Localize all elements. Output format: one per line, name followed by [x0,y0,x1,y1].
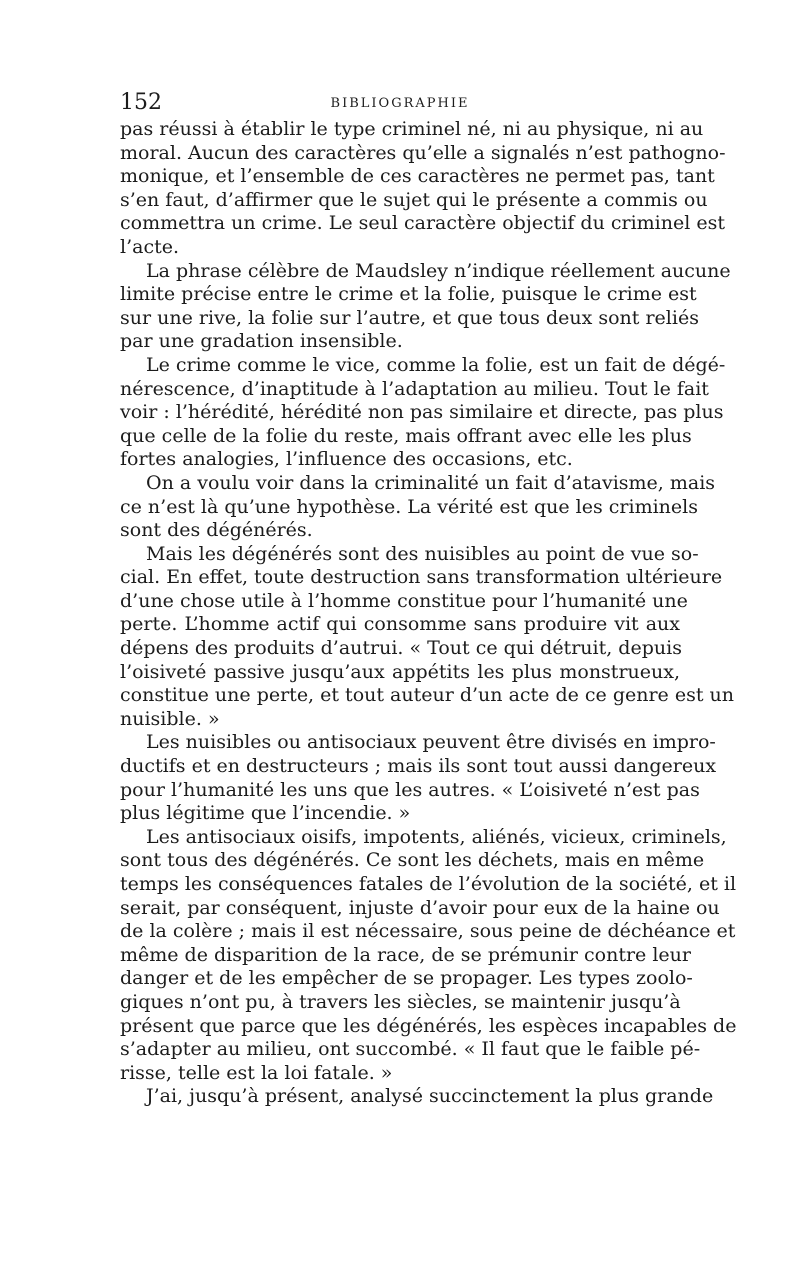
text-line: dépens des produits d’autrui. « Tout ce qui détruit, depuis [120,637,682,660]
text-line: temps les conséquences fatales de l’évolution de la société, et il [120,873,737,895]
text-line: voir : l’hérédité, hérédité non pas similaire et directe, pas plus [120,401,724,424]
text-line: La phrase célèbre de Maudsley n’indique réellement aucune [146,259,731,282]
text-line: Les antisociaux oisifs, impotents, aliénés, vicieux, criminels, [146,825,727,848]
text-line: nérescence, d’inaptitude à l’adaptation au milieu. Tout le fait [120,377,709,400]
text-line: J’ai, jusqu’à présent, analysé succinctement la plus grande [146,1085,714,1108]
text-line: s’en faut, d’affirmer que le sujet qui le présente a commis ou [120,188,708,211]
text-line: que celle de la folie du reste, mais offrant avec elle les plus [120,424,692,447]
text-line: Les nuisibles ou antisociaux peuvent être divisés en impro- [146,731,716,754]
text-line: Le crime comme le vice, comme la folie, est un fait de dégé- [146,353,726,376]
text-line: On a voulu voir dans la criminalité un fait d’atavisme, mais [146,471,716,494]
running-head: BIBLIOGRAPHIE [330,96,470,111]
body-text [120,118,737,1109]
text-line: fortes analogies, l’influence des occasions, etc. [120,448,573,471]
text-line: présent que parce que les dégénérés, les espèces incapables de [120,1014,737,1037]
text-line: de la colère ; mais il est nécessaire, sous peine de déchéance et [120,920,736,943]
text-line: d’une chose utile à l’homme constitue pour l’humanité une [120,589,688,612]
text-line: risse, telle est la loi fatale. » [120,1061,393,1084]
text-line: commettra un crime. Le seul caractère objectif du criminel est [120,212,725,235]
text-line: s’adapter au milieu, ont succombé. « Il faut que le faible pé- [120,1038,701,1061]
text-line: l’oisiveté passive jusqu’aux appétits les plus monstrueux, [120,660,680,683]
text-line: sont tous des dégénérés. Ce sont les déchets, mais en même [120,849,705,872]
text-line: giques n’ont pu, à travers les siècles, se maintenir jusqu’à [120,990,681,1013]
text-line: moral. Aucun des caractères qu’elle a signalés n’est pathogno- [120,141,726,164]
text-line: serait, par conséquent, injuste d’avoir pour eux de la haine ou [120,896,720,919]
text-line: ce n’est là qu’une hypothèse. La vérité est que les criminels [120,495,698,518]
text-line: pas réussi à établir le type criminel né, ni au physique, ni au [120,118,704,140]
text-line: monique, et l’ensemble de ces caractères ne permet pas, tant [120,165,715,188]
text-line: sur une rive, la folie sur l’autre, et que tous deux sont reliés [120,306,699,329]
text-line: plus légitime que l’incendie. » [120,802,411,825]
text-line: sont des dégénérés. [120,519,313,542]
text-line: l’acte. [120,235,180,258]
text-line: pour l’humanité les uns que les autres. « L’oisiveté n’est pas [120,778,700,801]
text-line: même de disparition de la race, de se prémunir contre leur [120,943,691,966]
text-line: danger et de les empêcher de se propager. Les types zoolo- [120,967,693,990]
text-line: Mais les dégénérés sont des nuisibles au point de vue so- [146,542,699,565]
page-number: 152 [120,90,162,115]
text-line: perte. L’homme actif qui consomme sans produire vit aux [120,613,680,636]
page-header [120,90,680,120]
text-line: cial. En effet, toute destruction sans transformation ultérieure [120,566,723,589]
text-line: ductifs et en destructeurs ; mais ils sont tout aussi dangereux [120,755,717,778]
text-line: par une gradation insensible. [120,330,403,353]
text-line: limite précise entre le crime et la folie, puisque le crime est [120,283,697,306]
text-line: constitue une perte, et tout auteur d’un acte de ce genre est un [120,684,734,707]
text-line: nuisible. » [120,707,220,730]
